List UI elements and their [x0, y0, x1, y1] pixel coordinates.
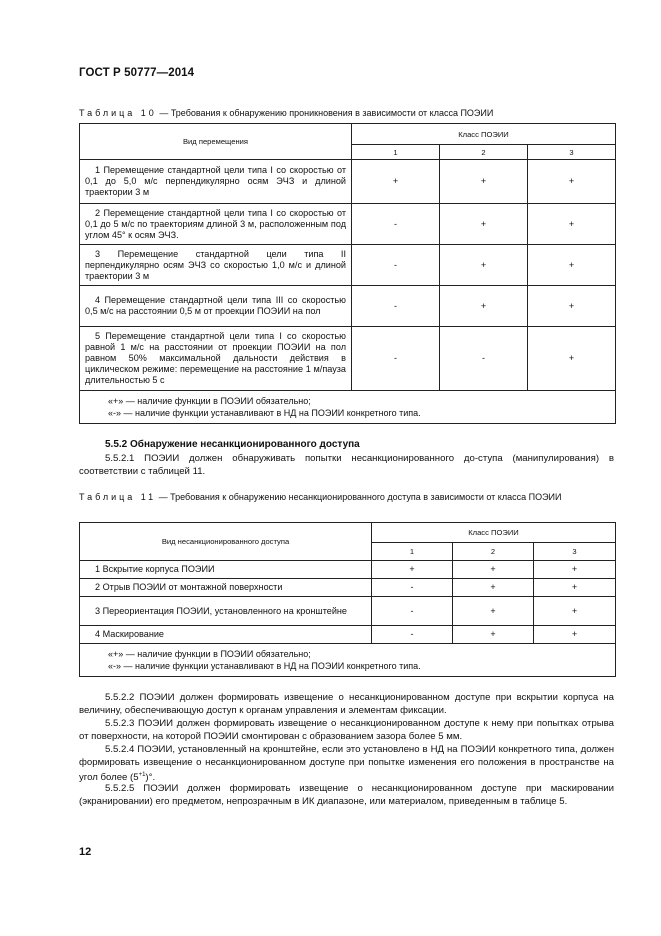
table-10-note-plus: «+» — наличие функции в ПОЭИИ обязательно;: [108, 396, 311, 406]
paragraph-5-5-2-1: 5.5.2.1 ПОЭИИ должен обнаруживать попытки несанкционированного до-ступа (манипулирования) в соответствии с таблицей 11.: [79, 453, 614, 477]
table-10-caption: [79, 108, 614, 119]
table-row: [80, 160, 616, 204]
table-row: [80, 204, 616, 245]
table-10-row-4-class-2: +: [440, 286, 528, 327]
table-10-row-2-class-2: +: [440, 204, 528, 245]
table-11-row-4-text: 4 Маскирование: [80, 626, 372, 644]
table-11-note-minus: «-» — наличие функции устанавливают в НД на ПОЭИИ конкретного типа.: [108, 661, 421, 671]
table-10-note-minus: «-» — наличие функции устанавливают в НД на ПОЭИИ конкретного типа.: [108, 408, 421, 418]
table-11-class-1: 1: [372, 543, 453, 561]
paragraph-5-5-2-4: [79, 744, 614, 785]
table-11-row-4-class-2: +: [453, 626, 534, 644]
table-10-row-2-text: 2 Перемещение стандартной цели типа I со скоростью от 0,1 до 5 м/с по траекториям длиной 3 м, расположенным под углом 45° к осям ЭЧЗ.: [80, 204, 352, 245]
table-10-class-3: 3: [528, 145, 616, 160]
table-11-row-3-class-1: -: [372, 597, 453, 626]
table-10-row-4-text: 4 Перемещение стандартной цели типа III со скоростью 0,5 м/с на расстоянии 0,5 м от проекции ПОЭИИ на пол: [80, 286, 352, 327]
table-11-row-2-class-3: +: [534, 579, 616, 597]
table-11-caption-text: — Требования к обнаружению несанкционированного доступа в зависимости от класса ПОЭИИ: [156, 492, 562, 502]
table-11-caption-prefix: Таблица 11: [79, 492, 157, 502]
table-10-row-4-class-1: -: [352, 286, 440, 327]
table-11-row-3-text: 3 Переориентация ПОЭИИ, установленного на кронштейне: [80, 597, 372, 626]
table-10-row-1-class-2: +: [440, 160, 528, 204]
table-11-col-header: Вид несанкционированного доступа: [80, 523, 372, 561]
table-11-row-1-class-3: +: [534, 561, 616, 579]
table-row: [80, 327, 616, 391]
table-11-class-3: 3: [534, 543, 616, 561]
angle-tolerance: +1: [138, 772, 146, 779]
table-10-row-5-text: 5 Перемещение стандартной цели типа I со скоростью равной 1 м/с на расстоянии от проекции ПОЭИИ на пол равном 50% максимальной дальности действия в циклическом режиме: перемещение на расстояние 1 м/пауза длительностью 5 с: [80, 327, 352, 391]
table-11-row-1-text: 1 Вскрытие корпуса ПОЭИИ: [80, 561, 372, 579]
document-code: ГОСТ Р 50777—2014: [79, 67, 195, 79]
table-10-class-1: 1: [352, 145, 440, 160]
section-heading: 5.5.2 Обнаружение несанкционированного доступа: [105, 439, 360, 450]
table-10-row-5-class-2: -: [440, 327, 528, 391]
table-11-row-4-class-3: +: [534, 626, 616, 644]
table-11-row-3-class-2: +: [453, 597, 534, 626]
table-10-row-5-class-1: -: [352, 327, 440, 391]
table-11-class-header: Класс ПОЭИИ: [372, 523, 616, 543]
table-10-caption-prefix: Таблица 10: [79, 108, 157, 118]
table-11-row-3-class-3: +: [534, 597, 616, 626]
table-row: [80, 286, 616, 327]
table-10-row-2-class-3: +: [528, 204, 616, 245]
table-11-class-2: 2: [453, 543, 534, 561]
table-10-row-5-class-3: +: [528, 327, 616, 391]
table-row: [80, 597, 616, 626]
paragraph-5-5-2-3: 5.5.2.3 ПОЭИИ должен формировать извещение о несанкционированном доступе к нему при попытках отрыва от поверхности, на которой ПОЭИИ смонтирован с образованием зазора более 5 мм.: [79, 718, 614, 742]
table-10-col-header: Вид перемещения: [80, 124, 352, 160]
table-11-row-2-text: 2 Отрыв ПОЭИИ от монтажной поверхности: [80, 579, 372, 597]
table-row: [80, 561, 616, 579]
page-number: 12: [79, 846, 92, 858]
paragraph-5-5-2-4-text: 5.5.2.4 ПОЭИИ, установленный на кронштейне, если это установлено в НД на ПОЭИИ конкретного типа, должен формировать извещение о несанкционированном доступе при попытке изменения его положения в пространстве на угол более (5: [79, 744, 614, 784]
table-11-notes: [80, 644, 616, 677]
table-10-row-3-class-2: +: [440, 245, 528, 286]
table-10-row-1-text: 1 Перемещение стандартной цели типа I со скоростью от 0,1 до 5,0 м/с перпендикулярно осям ЭЧЗ и длиной траектории 3 м: [80, 160, 352, 204]
table-10-row-3-text: 3 Перемещение стандартной цели типа II перпендикулярно осям ЭЧЗ со скоростью 1,0 м/с и длиной траектории 3 м: [80, 245, 352, 286]
table-row: [80, 245, 616, 286]
table-row: [80, 626, 616, 644]
table-10-row-1-class-3: +: [528, 160, 616, 204]
table-11-caption: [79, 492, 614, 503]
table-row: [80, 579, 616, 597]
paragraph-5-5-2-2: 5.5.2.2 ПОЭИИ должен формировать извещение о несанкционированном доступе при вскрытии корпуса на величину, обеспечивающую доступ к органам управления и элементам фиксации.: [79, 692, 614, 716]
table-10-row-3-class-3: +: [528, 245, 616, 286]
table-10-row-2-class-1: -: [352, 204, 440, 245]
table-11-row-1-class-1: +: [372, 561, 453, 579]
paragraph-5-5-2-4-end: )°.: [145, 772, 156, 784]
table-10-row-3-class-1: -: [352, 245, 440, 286]
table-11-row-1-class-2: +: [453, 561, 534, 579]
table-11-row-2-class-2: +: [453, 579, 534, 597]
table-11-row-2-class-1: -: [372, 579, 453, 597]
table-11-row-4-class-1: -: [372, 626, 453, 644]
table-10-notes: [80, 391, 616, 424]
table-10: [79, 123, 616, 424]
table-10-caption-text: — Требования к обнаружению проникновения в зависимости от класса ПОЭИИ: [156, 108, 494, 118]
table-10-row-1-class-1: +: [352, 160, 440, 204]
table-10-row-4-class-3: +: [528, 286, 616, 327]
table-11: [79, 522, 616, 677]
paragraph-5-5-2-5: 5.5.2.5 ПОЭИИ должен формировать извещение о несанкционированном доступе при маскировании (экранировании) его предметом, непрозрачным в ИК диапазоне, или материалом, приведенным в таблице 5.: [79, 783, 614, 807]
table-10-class-2: 2: [440, 145, 528, 160]
table-10-class-header: Класс ПОЭИИ: [352, 124, 616, 145]
table-11-note-plus: «+» — наличие функции в ПОЭИИ обязательно;: [108, 649, 311, 659]
